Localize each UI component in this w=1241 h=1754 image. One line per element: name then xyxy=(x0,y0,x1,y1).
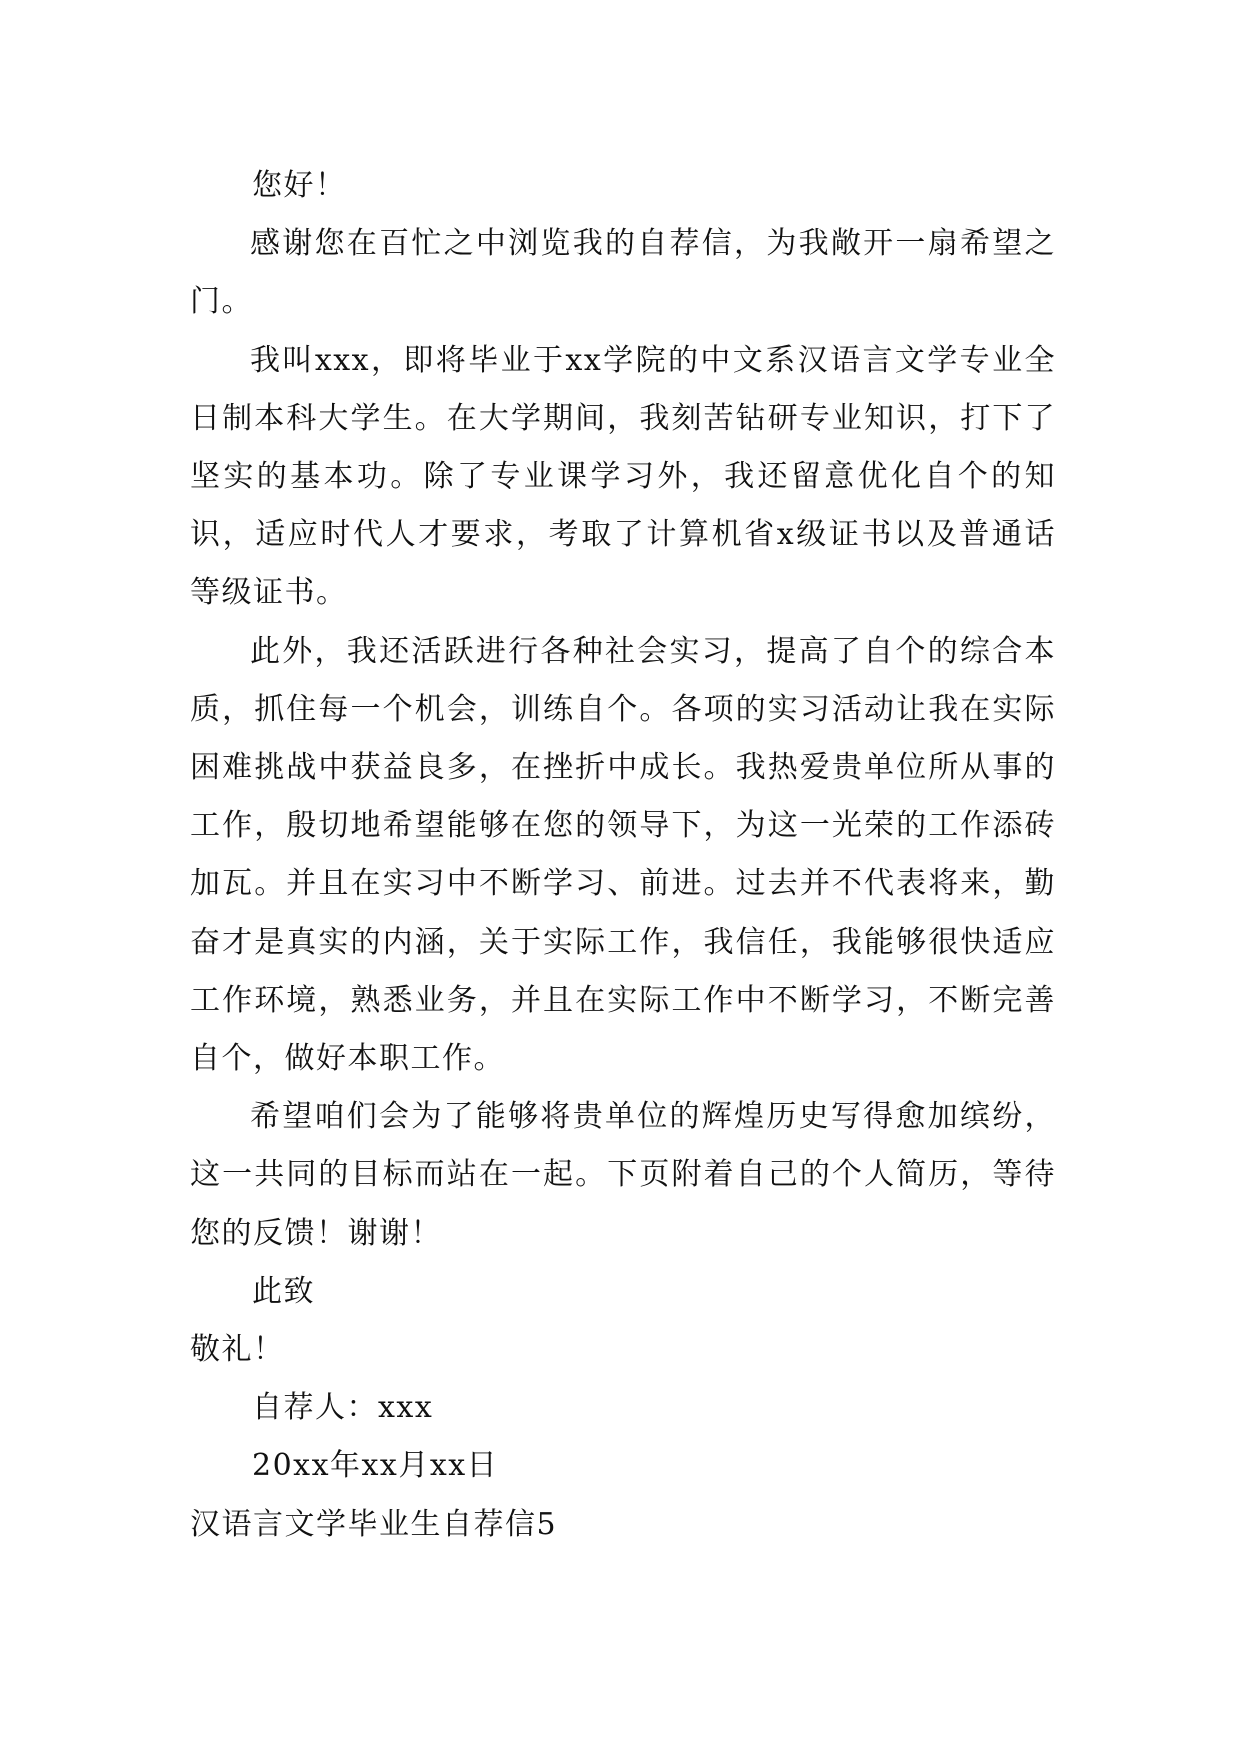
paragraph-experience: 此外，我还活跃进行各种社会实习，提高了自个的综合本质，抓住每一个机会，训练自个。各项的实习活动让我在实际困难挑战中获益良多，在挫折中成长。我热爱贵单位所从事的工作，殷切地希望能够在您的领导下，为这一光荣的工作添砖加瓦。并且在实习中不断学习、前进。过去并不代表将来，勤奋才是真实的内涵，关于实际工作，我信任，我能够很快适应工作环境，熟悉业务，并且在实际工作中不断学习，不断完善自个，做好本职工作。 xyxy=(190,633,1056,1077)
greeting: 您好！ xyxy=(252,168,347,203)
next-letter-title: 汉语言文学毕业生自荐信5 xyxy=(190,1506,558,1542)
date: 20xx年xx月xx日 xyxy=(252,1448,499,1484)
paragraph-thanks: 感谢您在百忙之中浏览我的自荐信，为我敞开一扇希望之门。 xyxy=(190,226,1056,320)
paragraph-hope: 希望咱们会为了能够将贵单位的辉煌历史写得愈加缤纷，这一共同的目标而站在一起。下页附着自己的个人简历，等待您的反馈！谢谢！ xyxy=(190,1099,1056,1251)
salute: 敬礼！ xyxy=(190,1332,285,1368)
letter-body xyxy=(190,157,1056,1554)
signature: 自荐人：xxx xyxy=(252,1390,434,1426)
paragraph-introduction: 我叫xxx，即将毕业于xx学院的中文系汉语言文学专业全日制本科大学生。在大学期间，我刻苦钻研专业知识，打下了坚实的基本功。除了专业课学习外，我还留意优化自个的知识，适应时代人才要求，考取了计算机省x级证书以及普通话等级证书。 xyxy=(190,342,1056,611)
closing: 此致 xyxy=(252,1273,315,1309)
